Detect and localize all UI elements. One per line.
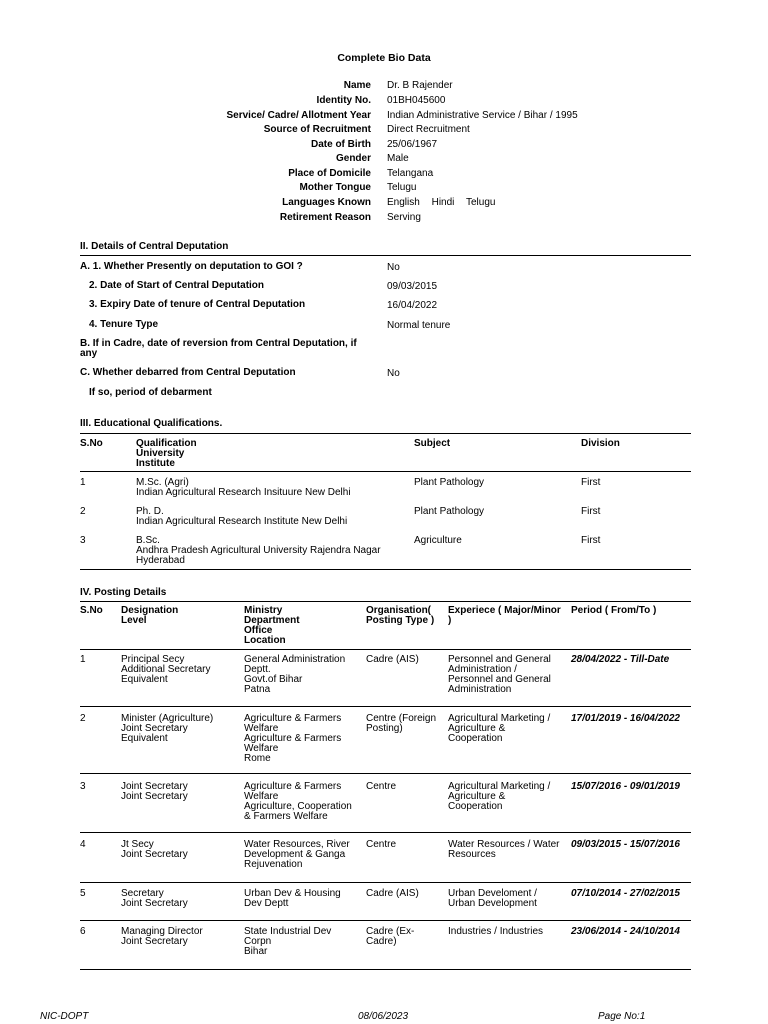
education-header-qualification: Qualification University Institute — [136, 438, 197, 469]
posting-header-sno: S.No — [80, 605, 103, 616]
divider — [80, 601, 691, 602]
posting-header-experience: Experiece ( Major/Minor ) — [448, 605, 561, 626]
posting-designation: Jt Secy Joint Secretary — [121, 839, 188, 860]
posting-designation: Minister (Agriculture) Joint Secretary Equivalent — [121, 713, 214, 744]
bio-label: Identity No. — [316, 95, 371, 106]
language-item: Telugu — [466, 197, 496, 208]
posting-experience: Water Resources / Water Resources — [448, 839, 560, 860]
education-division: First — [581, 535, 601, 546]
posting-ministry: Agriculture & Farmers Welfare Agriculture & Farmers Welfare Rome — [244, 713, 342, 764]
education-header-sno: S.No — [80, 438, 103, 449]
footer-left: NIC-DOPT — [40, 1011, 89, 1022]
posting-section-title: IV. Posting Details — [80, 587, 167, 598]
bio-label: Source of Recruitment — [263, 124, 371, 135]
bio-value: 01BH045600 — [387, 95, 446, 106]
divider — [80, 649, 691, 650]
education-header-division: Division — [581, 438, 620, 449]
bio-row-name — [0, 80, 768, 94]
posting-period: 07/10/2014 - 27/02/2015 — [571, 888, 680, 899]
languages-list — [387, 197, 504, 208]
bio-label: Place of Domicile — [288, 168, 371, 179]
deputation-value: 16/04/2022 — [387, 300, 438, 311]
divider — [80, 773, 691, 774]
divider — [80, 920, 691, 921]
posting-experience: Agricultural Marketing / Agriculture & Cooperation — [448, 781, 551, 812]
page-title: Complete Bio Data — [337, 52, 431, 64]
bio-label: Retirement Reason — [279, 212, 371, 223]
education-qualification: M.Sc. (Agri) Indian Agricultural Research Insituure New Delhi — [136, 477, 351, 498]
posting-designation: Secretary Joint Secretary — [121, 888, 188, 909]
bio-row-identity — [0, 95, 768, 109]
divider — [80, 433, 691, 434]
posting-sno: 4 — [80, 839, 86, 850]
deputation-value: 09/03/2015 — [387, 281, 438, 292]
bio-value: Direct Recruitment — [387, 124, 470, 135]
bio-value: Indian Administrative Service / Bihar / 1995 — [387, 110, 578, 121]
deputation-label: 3. Expiry Date of tenure of Central Deputation — [89, 299, 306, 310]
deputation-label: 2. Date of Start of Central Deputation — [89, 280, 265, 291]
education-qualification: B.Sc. Andhra Pradesh Agricultural University Rajendra Nagar Hyderabad — [136, 535, 381, 566]
bio-value: Dr. B Rajender — [387, 80, 453, 91]
bio-row-gender — [0, 153, 768, 167]
language-item: English — [387, 197, 420, 208]
deputation-value: No — [387, 262, 400, 273]
posting-sno: 1 — [80, 654, 86, 665]
divider — [80, 471, 691, 472]
posting-sno: 5 — [80, 888, 86, 899]
bio-row-recruitment — [0, 124, 768, 138]
education-division: First — [581, 477, 601, 488]
posting-period: 15/07/2016 - 09/01/2019 — [571, 781, 680, 792]
posting-designation: Joint Secretary Joint Secretary — [121, 781, 188, 802]
posting-ministry: General Administration Deptt. Govt.of Bihar Patna — [244, 654, 346, 695]
bio-row-retirement — [0, 212, 768, 226]
bio-label: Service/ Cadre/ Allotment Year — [226, 110, 371, 121]
bio-value: Serving — [387, 212, 421, 223]
posting-organisation: Centre — [366, 839, 397, 850]
posting-ministry: Water Resources, River Development & Ganga Rejuvenation — [244, 839, 350, 870]
posting-sno: 6 — [80, 926, 86, 937]
posting-organisation: Centre — [366, 781, 397, 792]
education-division: First — [581, 506, 601, 517]
posting-organisation: Cadre (Ex- Cadre) — [366, 926, 415, 947]
deputation-label: 4. Tenure Type — [89, 319, 159, 330]
education-qualification: Ph. D. Indian Agricultural Research Institute New Delhi — [136, 506, 348, 527]
education-header-subject: Subject — [414, 438, 451, 449]
bio-row-domicile — [0, 168, 768, 182]
education-sno: 3 — [80, 535, 86, 546]
bio-row-service — [0, 110, 768, 124]
posting-organisation: Centre (Foreign Posting) — [366, 713, 437, 734]
deputation-label: C. Whether debarred from Central Deputation — [80, 367, 296, 378]
bio-label: Mother Tongue — [299, 182, 371, 193]
deputation-value: Normal tenure — [387, 320, 451, 331]
divider — [80, 706, 691, 707]
bio-row-languages — [0, 197, 768, 211]
footer-date: 08/06/2023 — [358, 1011, 409, 1022]
education-subject: Agriculture — [414, 535, 462, 546]
posting-designation: Managing Director Joint Secretary — [121, 926, 203, 947]
posting-ministry: Urban Dev & Housing Dev Deptt — [244, 888, 341, 909]
posting-period: 23/06/2014 - 24/10/2014 — [571, 926, 680, 937]
posting-ministry: Agriculture & Farmers Welfare Agriculture, Cooperation & Farmers Welfare — [244, 781, 352, 822]
footer-page-number: Page No:1 — [598, 1011, 646, 1022]
deputation-value: No — [387, 368, 400, 379]
posting-designation: Principal Secy Additional Secretary Equivalent — [121, 654, 211, 685]
bio-row-dob — [0, 139, 768, 153]
posting-period: 17/01/2019 - 16/04/2022 — [571, 713, 680, 724]
posting-organisation: Cadre (AIS) — [366, 654, 419, 665]
posting-sno: 2 — [80, 713, 86, 724]
bio-value: 25/06/1967 — [387, 139, 438, 150]
posting-sno: 3 — [80, 781, 86, 792]
bio-label: Gender — [335, 153, 371, 164]
bio-value: Male — [387, 153, 409, 164]
divider — [80, 882, 691, 883]
posting-header-period: Period ( From/To ) — [571, 605, 657, 616]
bio-value: Telugu — [387, 182, 417, 193]
posting-header-organisation: Organisation( Posting Type ) — [366, 605, 435, 626]
deputation-label: A. 1. Whether Presently on deputation to GOI ? — [80, 261, 303, 272]
divider — [80, 569, 691, 570]
posting-experience: Industries / Industries — [448, 926, 544, 937]
posting-period: 09/03/2015 - 15/07/2016 — [571, 839, 680, 850]
divider — [80, 969, 691, 970]
education-subject: Plant Pathology — [414, 477, 485, 488]
deputation-section-title: II. Details of Central Deputation — [80, 241, 229, 252]
education-sno: 2 — [80, 506, 86, 517]
divider — [80, 832, 691, 833]
education-sno: 1 — [80, 477, 86, 488]
posting-ministry: State Industrial Dev Corpn Bihar — [244, 926, 332, 957]
bio-label: Name — [343, 80, 371, 91]
bio-label: Languages Known — [282, 197, 371, 208]
deputation-label: If so, period of debarment — [89, 387, 212, 398]
education-subject: Plant Pathology — [414, 506, 485, 517]
posting-experience: Urban Develoment / Urban Development — [448, 888, 537, 909]
bio-row-mother-tongue — [0, 182, 768, 196]
bio-label: Date of Birth — [311, 139, 371, 150]
posting-experience: Personnel and General Administration / Personnel and General Administration — [448, 654, 551, 695]
posting-header-designation: Designation Level — [121, 605, 179, 626]
posting-experience: Agricultural Marketing / Agriculture & Cooperation — [448, 713, 551, 744]
posting-organisation: Cadre (AIS) — [366, 888, 419, 899]
language-item: Hindi — [431, 197, 455, 208]
bio-value: Telangana — [387, 168, 434, 179]
posting-period: 28/04/2022 - Till-Date — [571, 654, 670, 665]
deputation-label: B. If in Cadre, date of reversion from Central Deputation, if any — [80, 338, 357, 359]
education-section-title: III. Educational Qualifications. — [80, 418, 223, 429]
divider — [80, 255, 691, 256]
posting-header-ministry: Ministry Department Office Location — [244, 605, 300, 646]
